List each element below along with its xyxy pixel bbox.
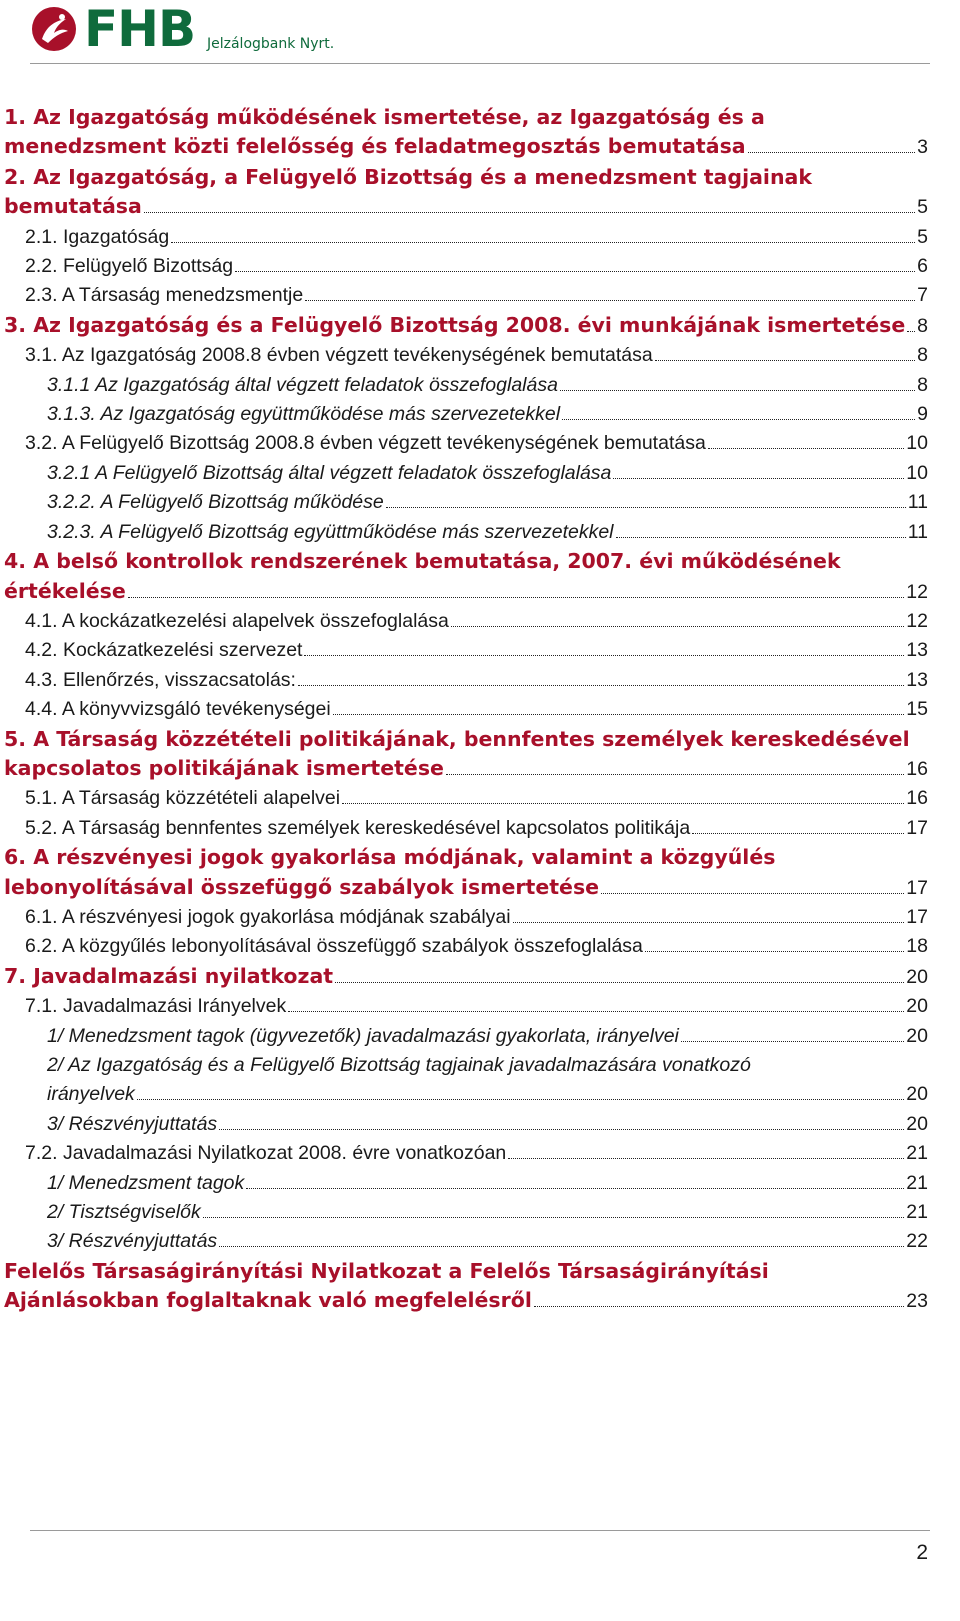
toc-page-number: 20 <box>906 1024 928 1047</box>
dot-leader <box>508 1158 904 1159</box>
toc-entry-title: irányelvek <box>47 1083 135 1106</box>
toc-entry[interactable] <box>4 459 928 488</box>
page-header <box>0 0 960 66</box>
toc-entry[interactable] <box>4 636 928 665</box>
toc-entry-title: 5.1. A Társaság közzétételi alapelvei <box>25 787 341 810</box>
dot-leader <box>748 152 916 153</box>
toc-entry-title-line: 4. A belső kontrollok rendszerének bemutatása, 2007. évi működésének <box>4 549 841 574</box>
toc-entry[interactable] <box>4 1169 928 1198</box>
dot-leader <box>203 1217 905 1218</box>
toc-entry[interactable] <box>4 223 928 252</box>
toc-entry[interactable] <box>4 311 928 341</box>
dot-leader <box>655 360 915 361</box>
toc-entry[interactable] <box>4 547 928 607</box>
dot-leader <box>171 242 915 243</box>
toc-page-number: 8 <box>917 373 928 396</box>
toc-page-number: 20 <box>906 995 928 1018</box>
footer-divider <box>30 1530 930 1531</box>
toc-entry-title: 3.1.3. Az Igazgatóság együttműködése más szervezetekkel <box>47 403 561 426</box>
toc-entry-title-line: 1. Az Igazgatóság működésének ismertetése, az Igazgatóság és a <box>4 105 765 129</box>
toc-entry-title: 3.2.3. A Felügyelő Bizottság együttműködése más szervezetekkel <box>47 520 614 543</box>
toc-entry[interactable] <box>4 962 928 992</box>
toc-page-number: 5 <box>917 225 928 248</box>
toc-entry-title-line: 2. Az Igazgatóság, a Felügyelő Bizottság és a menedzsment tagjainak <box>4 164 813 189</box>
toc-entry-title: 7.1. Javadalmazási Irányelvek <box>25 995 287 1018</box>
toc-entry[interactable] <box>4 843 928 903</box>
toc-entry-title: 7. Javadalmazási nyilatkozat <box>4 963 334 988</box>
dot-leader <box>235 271 915 272</box>
dot-leader <box>708 448 905 449</box>
toc-entry-title: 3/ Részvényjuttatás <box>47 1112 218 1135</box>
toc-entry-title-line: 6. A részvényesi jogok gyakorlása módjának, valamint a közgyűlés <box>4 845 776 870</box>
toc-entry[interactable] <box>4 429 928 458</box>
toc-entry[interactable] <box>4 814 928 843</box>
dot-leader <box>560 390 915 391</box>
toc-entry[interactable] <box>4 371 928 400</box>
toc-page-number: 5 <box>917 196 928 219</box>
dot-leader <box>601 893 904 894</box>
toc-entry[interactable] <box>4 103 928 163</box>
dot-leader <box>616 537 906 538</box>
toc-entry-title: értékelése <box>4 578 126 603</box>
toc-page-number: 9 <box>917 403 928 426</box>
toc-entry[interactable] <box>4 725 928 785</box>
logo-subtitle: Jelzálogbank Nyrt. <box>207 36 335 52</box>
toc-page-number: 12 <box>906 609 928 632</box>
toc-entry[interactable] <box>4 992 928 1021</box>
toc-entry-title: menedzsment közti felelősség és feladatmegosztás bemutatása <box>4 134 746 159</box>
fhb-logo-icon <box>30 5 78 53</box>
dot-leader <box>137 1099 905 1100</box>
toc-entry-title-line: 2/ Az Igazgatóság és a Felügyelő Bizottság tagjainak javadalmazására vonatkozó <box>47 1054 751 1076</box>
toc-entry-title: bemutatása <box>4 194 142 219</box>
toc-entry-title: 7.2. Javadalmazási Nyilatkozat 2008. évre vonatkozóan <box>25 1142 507 1165</box>
toc-entry-title: 3. Az Igazgatóság és a Felügyelő Bizottság 2008. évi munkájának ismertetése <box>4 312 906 337</box>
toc-page-number: 13 <box>906 639 928 662</box>
toc-page-number: 6 <box>917 255 928 278</box>
dot-leader <box>305 300 915 301</box>
toc-page-number: 8 <box>917 344 928 367</box>
dot-leader <box>219 1129 904 1130</box>
toc-entry[interactable] <box>4 666 928 695</box>
toc-entry-title: 5.2. A Társaság bennfentes személyek kereskedésével kapcsolatos politikája <box>25 816 691 839</box>
toc-page-number: 18 <box>906 935 928 958</box>
table-of-contents <box>4 103 928 1317</box>
toc-entry-title: 4.2. Kockázatkezelési szervezet <box>25 639 303 662</box>
toc-page-number: 13 <box>906 668 928 691</box>
header-divider <box>30 63 930 64</box>
toc-entry-title: 6.1. A részvényesi jogok gyakorlása módjának szabályai <box>25 905 511 928</box>
toc-entry-title: lebonyolításával összefüggő szabályok ismertetése <box>4 874 600 899</box>
toc-page-number: 11 <box>907 520 928 543</box>
toc-page-number: 3 <box>917 136 928 159</box>
toc-page-number: 17 <box>906 876 928 899</box>
toc-entry[interactable] <box>4 607 928 636</box>
toc-entry[interactable] <box>4 1139 928 1168</box>
toc-entry[interactable] <box>4 1051 928 1110</box>
toc-entry[interactable] <box>4 932 928 961</box>
toc-entry[interactable] <box>4 163 928 223</box>
toc-entry[interactable] <box>4 903 928 932</box>
dot-leader <box>907 331 915 332</box>
toc-entry-title: 6.2. A közgyűlés lebonyolításával összefüggő szabályok összefoglalása <box>25 935 643 958</box>
toc-page-number: 20 <box>906 1083 928 1106</box>
toc-entry-title: 3.1. Az Igazgatóság 2008.8 évben végzett tevékenységének bemutatása <box>25 344 653 367</box>
toc-page-number: 17 <box>906 905 928 928</box>
toc-entry-title: 2.1. Igazgatóság <box>25 225 170 248</box>
toc-entry-title: 3.1.1 Az Igazgatóság által végzett feladatok összefoglalása <box>47 373 558 396</box>
dot-leader <box>342 803 904 804</box>
dot-leader <box>298 685 904 686</box>
toc-page-number: 11 <box>907 491 928 514</box>
toc-page-number: 16 <box>906 757 928 780</box>
dot-leader <box>144 212 915 213</box>
toc-entry-title-line: 5. A Társaság közzétételi politikájának, bennfentes személyek kereskedésével <box>4 726 910 751</box>
toc-entry-title: 1/ Menedzsment tagok <box>47 1171 245 1194</box>
toc-page-number: 21 <box>906 1201 928 1224</box>
toc-entry-title: 4.1. A kockázatkezelési alapelvek összefoglalása <box>25 609 449 632</box>
toc-entry[interactable] <box>4 1110 928 1139</box>
toc-entry-title: 4.4. A könyvvizsgáló tevékenységei <box>25 698 331 721</box>
toc-page-number: 15 <box>906 698 928 721</box>
dot-leader <box>446 774 904 775</box>
toc-page-number: 17 <box>906 816 928 839</box>
dot-leader <box>613 478 904 479</box>
toc-entry[interactable] <box>4 281 928 310</box>
toc-entry[interactable] <box>4 1022 928 1051</box>
toc-entry-title: 4.3. Ellenőrzés, visszacsatolás: <box>25 668 296 691</box>
toc-entry-title: 1/ Menedzsment tagok (ügyvezetők) javadalmazási gyakorlata, irányelvei <box>47 1024 679 1047</box>
toc-page-number: 20 <box>906 1112 928 1135</box>
toc-entry-title: kapcsolatos politikájának ismertetése <box>4 755 444 780</box>
toc-page-number: 22 <box>906 1230 928 1253</box>
toc-entry[interactable] <box>4 400 928 429</box>
toc-entry[interactable] <box>4 695 928 724</box>
toc-entry[interactable] <box>4 1198 928 1227</box>
toc-entry[interactable] <box>4 341 928 370</box>
dot-leader <box>386 507 906 508</box>
toc-page-number: 12 <box>906 580 928 603</box>
toc-page-number: 7 <box>917 284 928 307</box>
toc-page-number: 10 <box>906 461 928 484</box>
dot-leader <box>288 1011 904 1012</box>
dot-leader <box>681 1041 904 1042</box>
toc-entry-title: 2/ Tisztségviselők <box>47 1201 201 1224</box>
toc-entry-title: 2.3. A Társaság menedzsmentje <box>25 284 304 307</box>
toc-page-number: 21 <box>906 1142 928 1165</box>
toc-entry[interactable] <box>4 1227 928 1256</box>
toc-page-number: 8 <box>917 314 928 337</box>
dot-leader <box>534 1306 904 1307</box>
dot-leader <box>128 597 905 598</box>
dot-leader <box>333 714 905 715</box>
dot-leader <box>335 982 904 983</box>
page-number: 2 <box>916 1541 928 1564</box>
toc-page-number: 21 <box>906 1171 928 1194</box>
dot-leader <box>692 833 904 834</box>
toc-entry[interactable] <box>4 784 928 813</box>
toc-entry[interactable] <box>4 488 928 517</box>
dot-leader <box>304 655 904 656</box>
toc-entry-title: 3/ Részvényjuttatás <box>47 1230 218 1253</box>
dot-leader <box>219 1246 904 1247</box>
toc-entry[interactable] <box>4 518 928 547</box>
toc-entry[interactable] <box>4 1257 928 1317</box>
toc-entry[interactable] <box>4 252 928 281</box>
toc-entry-title-line: Felelős Társaságirányítási Nyilatkozat a Felelős Társaságirányítási <box>4 1258 769 1283</box>
toc-page-number: 10 <box>906 432 928 455</box>
dot-leader <box>562 419 915 420</box>
toc-page-number: 16 <box>906 787 928 810</box>
toc-entry-title: 3.2. A Felügyelő Bizottság 2008.8 évben végzett tevékenységének bemutatása <box>25 432 706 455</box>
toc-entry-title: 2.2. Felügyelő Bizottság <box>25 255 234 278</box>
dot-leader <box>451 626 904 627</box>
toc-entry-title: 3.2.2. A Felügyelő Bizottság működése <box>47 491 384 514</box>
dot-leader <box>513 922 905 923</box>
toc-entry-title: Ajánlásokban foglaltaknak való megfelelésről <box>4 1288 532 1313</box>
toc-entry-title: 3.2.1 A Felügyelő Bizottság által végzett feladatok összefoglalása <box>47 461 612 484</box>
logo-text: FHB <box>84 0 196 58</box>
dot-leader <box>645 951 904 952</box>
toc-page-number: 23 <box>906 1290 928 1313</box>
dot-leader <box>246 1188 904 1189</box>
toc-page-number: 20 <box>906 965 928 988</box>
